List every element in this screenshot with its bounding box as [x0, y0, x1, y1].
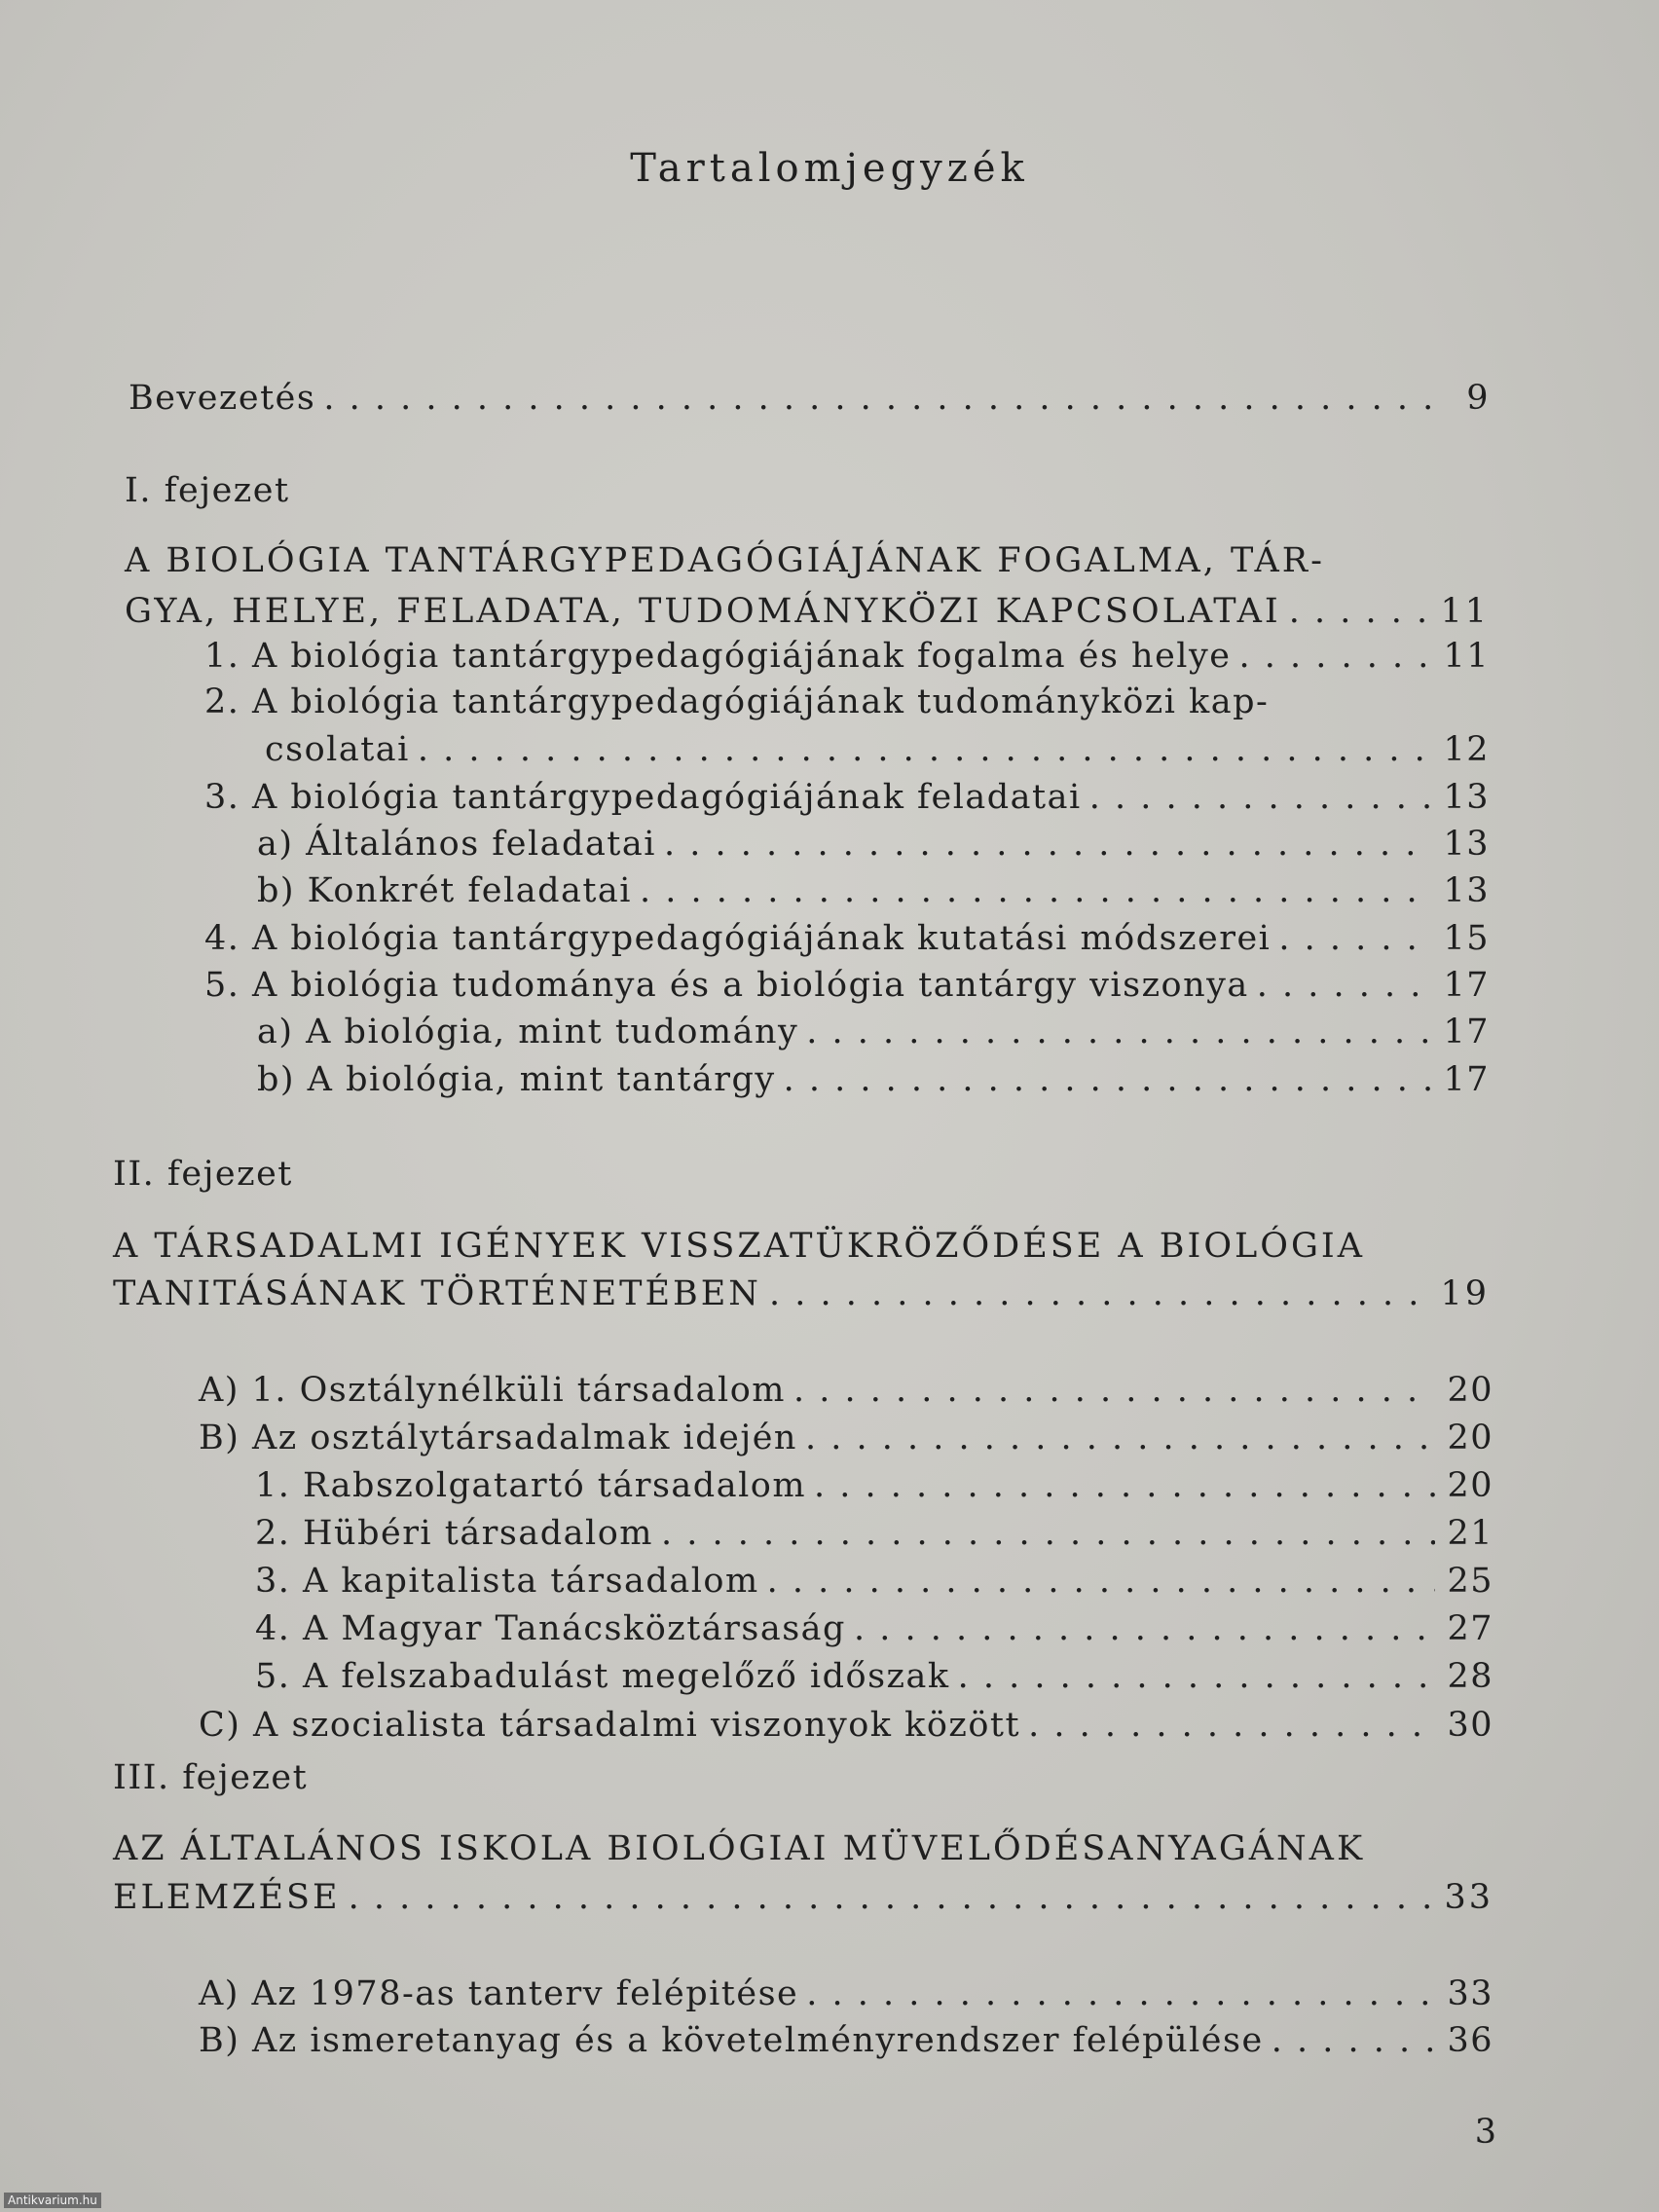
chapter-heading: III. fejezet: [113, 1758, 309, 1797]
dot-leader: [1271, 915, 1431, 962]
toc-entry-page: 33: [1447, 1974, 1493, 2013]
toc-entry-page: 13: [1443, 778, 1490, 817]
toc-entry-text: 3. A kapitalista társadalom: [255, 1562, 759, 1601]
toc-entry: [199, 2017, 1493, 2064]
toc-entry: [255, 1605, 1493, 1652]
toc-entry-text: 2. Hübéri társadalom: [255, 1514, 653, 1553]
toc-entry-text: csolatai: [265, 730, 410, 769]
toc-entry: [255, 1510, 1493, 1557]
chapter-title-line: AZ ÁLTALÁNOS ISKOLA BIOLÓGIAI MÜVELŐDÉSANYAGÁNAK: [113, 1829, 1366, 1868]
toc-entry: [255, 1462, 1493, 1509]
toc-entry-text: GYA, HELYE, FELADATA, TUDOMÁNYKÖZI KAPCSOLATAI: [125, 592, 1281, 631]
toc-entry-page: 17: [1443, 1013, 1490, 1051]
toc-entry-text: 4. A biológia tantárgypedagógiájának kutatási módszerei: [204, 919, 1272, 958]
toc-entry: [113, 1271, 1490, 1317]
toc-entry-text: 5. A felszabadulást megelőző időszak: [255, 1657, 950, 1696]
toc-entry-text: A) Az 1978-as tanterv felépitése: [199, 1974, 799, 2013]
toc-entry: [199, 1415, 1493, 1461]
toc-entry-page: 25: [1447, 1562, 1493, 1601]
dot-leader: [632, 867, 1431, 914]
toc-entry-text: Bevezetés: [129, 379, 316, 418]
chapter-heading: I. fejezet: [125, 471, 290, 510]
toc-entry: [204, 774, 1490, 821]
toc-entry: [204, 915, 1490, 962]
dot-leader: [1264, 2017, 1435, 2064]
toc-entry-text: 1. A biológia tantárgypedagógiájának fogalma és helye: [204, 637, 1232, 676]
dot-leader: [1082, 774, 1431, 821]
toc-entry-text: 3. A biológia tantárgypedagógiájának feladatai: [204, 778, 1082, 817]
toc-entry-page: 17: [1443, 966, 1490, 1005]
toc-entry: [199, 1702, 1493, 1749]
dot-leader: [653, 1510, 1435, 1557]
toc-entry-text: b) A biológia, mint tantárgy: [257, 1060, 776, 1099]
toc-entry-page: 19: [1440, 1274, 1490, 1313]
toc-entry: [257, 1056, 1490, 1103]
toc-entry: [199, 1367, 1493, 1414]
toc-entry: [125, 588, 1490, 635]
dot-leader: [1281, 588, 1431, 635]
toc-entry-text: B) Az osztálytársadalmak idején: [199, 1419, 797, 1457]
dot-leader: [798, 1009, 1431, 1055]
toc-entry-page: 11: [1443, 637, 1490, 676]
toc-entry-text: 1. Rabszolgatartó társadalom: [255, 1466, 807, 1505]
toc-entry: [204, 962, 1490, 1009]
toc-entry-text: 2. A biológia tantárgypedagógiájának tudományközi kap-: [204, 682, 1270, 721]
toc-entry-text: 4. A Magyar Tanácsköztársaság: [255, 1609, 846, 1648]
toc-entry: [257, 1009, 1490, 1055]
toc-entry: [129, 375, 1490, 422]
toc-entry-page: 13: [1443, 871, 1490, 910]
toc-entry-page: 15: [1443, 919, 1490, 958]
toc-entry-page: 11: [1440, 592, 1490, 631]
toc-entry: [255, 1558, 1493, 1604]
toc-entry-text: B) Az ismeretanyag és a követelményrendszer felépülése: [199, 2021, 1264, 2060]
toc-entry: [265, 726, 1490, 773]
toc-entry: [257, 867, 1490, 914]
dot-leader: [786, 1367, 1435, 1414]
toc-entry-page: 27: [1447, 1609, 1493, 1648]
toc-entry-page: 21: [1447, 1514, 1493, 1553]
chapter-heading: II. fejezet: [113, 1155, 293, 1194]
dot-leader: [1231, 633, 1431, 680]
dot-leader: [846, 1605, 1435, 1652]
toc-entry-text: TANITÁSÁNAK TÖRTÉNETÉBEN: [113, 1274, 761, 1313]
dot-leader: [656, 821, 1431, 867]
dot-leader: [761, 1271, 1431, 1317]
dot-leader: [341, 1874, 1435, 1921]
dot-leader: [1020, 1702, 1435, 1749]
dot-leader: [950, 1653, 1435, 1700]
chapter-title-line: A BIOLÓGIA TANTÁRGYPEDAGÓGIÁJÁNAK FOGALMA, TÁR-: [125, 541, 1325, 580]
toc-entry-page: 12: [1443, 730, 1490, 769]
dot-leader: [776, 1056, 1431, 1103]
dot-leader: [1249, 962, 1431, 1009]
toc-entry: [204, 633, 1490, 680]
toc-entry-page: 30: [1447, 1706, 1493, 1745]
toc-entry-text: a) Általános feladatai: [257, 825, 656, 864]
toc-entry-page: 20: [1447, 1371, 1493, 1410]
toc-entry-page: 20: [1447, 1419, 1493, 1457]
toc-entry-text: ELEMZÉSE: [113, 1878, 341, 1917]
chapter-title-line: A TÁRSADALMI IGÉNYEK VISSZATÜKRÖZŐDÉSE A BIOLÓGIA: [113, 1227, 1366, 1266]
dot-leader: [410, 726, 1431, 773]
toc-entry-text: A) 1. Osztálynélküli társadalom: [199, 1371, 786, 1410]
toc-entry-page: 13: [1443, 825, 1490, 864]
page-number: 3: [1474, 2113, 1496, 2152]
toc-entry-page: 36: [1447, 2021, 1493, 2060]
dot-leader: [315, 375, 1431, 422]
toc-entry-page: 20: [1447, 1466, 1493, 1505]
dot-leader: [798, 1971, 1435, 2017]
toc-entry-text: a) A biológia, mint tudomány: [257, 1013, 799, 1051]
toc-entry-page: 33: [1444, 1878, 1493, 1917]
dot-leader: [797, 1415, 1435, 1461]
watermark: Antikvarium.hu: [4, 2193, 101, 2208]
dot-leader: [759, 1558, 1435, 1604]
toc-title: Tartalomjegyzék: [630, 146, 1029, 191]
toc-entry-page: 28: [1447, 1657, 1493, 1696]
toc-entry-text: C) A szocialista társadalmi viszonyok között: [199, 1706, 1021, 1745]
toc-entry: [255, 1653, 1493, 1700]
dot-leader: [806, 1462, 1435, 1509]
toc-entry-text: b) Konkrét feladatai: [257, 871, 632, 910]
toc-entry-page: 17: [1443, 1060, 1490, 1099]
toc-entry: [199, 1971, 1493, 2017]
toc-entry-page: 9: [1466, 379, 1490, 418]
toc-entry-text: 5. A biológia tudománya és a biológia tantárgy viszonya: [204, 966, 1249, 1005]
toc-entry: [113, 1874, 1493, 1921]
toc-entry: [257, 821, 1490, 867]
